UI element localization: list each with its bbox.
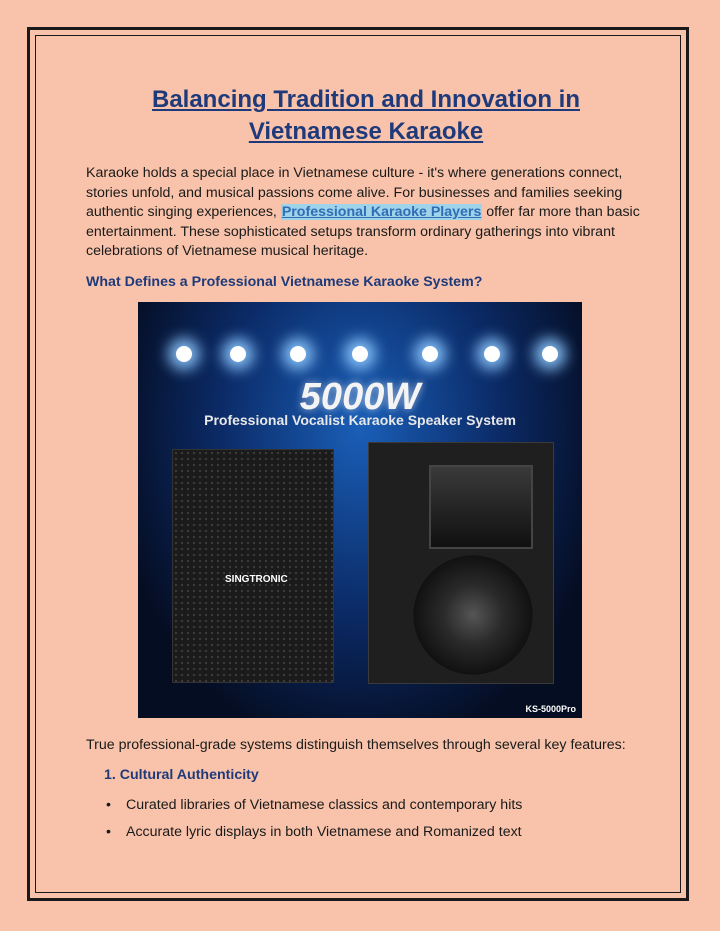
page-title: Balancing Tradition and Innovation in Vietnamese Karaoke — [151, 86, 580, 145]
stage-light — [542, 346, 558, 362]
stage-light — [352, 346, 368, 362]
image-subtitle: Professional Vocalist Karaoke Speaker System — [204, 411, 516, 428]
bullet-list — [86, 797, 646, 840]
professional-karaoke-players-link[interactable]: Professional Karaoke Players — [281, 204, 482, 220]
speaker-open-cabinet — [368, 442, 554, 684]
speaker-horn — [429, 465, 533, 549]
stage-light — [230, 346, 246, 362]
stage-light — [290, 346, 306, 362]
product-image — [138, 302, 582, 718]
stage-light — [422, 346, 438, 362]
speaker-front-grille — [172, 449, 334, 683]
image-headline: 5000W — [299, 375, 421, 418]
speaker-brand-label: SINGTRONIC — [225, 573, 288, 585]
intro-text-start: Karaoke holds a special place in Vietnamese culture - it's where generations connect, stories unfold, and musical passions come alive. For businesses and families seeking authentic singing experiences, — [86, 165, 623, 220]
speaker-woofer — [413, 555, 533, 675]
features-intro: True professional-grade systems distinguish themselves through several key features: — [86, 736, 626, 753]
stage-light — [484, 346, 500, 362]
model-label: KS-5000Pro — [525, 703, 576, 714]
intro-text-end: offer far more than basic entertainment. These sophisticated setups transform ordinary gatherings into vibrant celebrations of Vietnamese musical heritage. — [86, 204, 640, 259]
intro-paragraph — [86, 164, 646, 262]
numbered-item: 1. Cultural Authenticity — [104, 767, 259, 783]
document-body — [86, 84, 646, 851]
stage-light — [176, 346, 192, 362]
list-item: • Accurate lyric displays in both Vietnamese and Romanized text — [86, 824, 646, 840]
numbered-list — [86, 767, 646, 783]
list-item: • Curated libraries of Vietnamese classics and contemporary hits — [86, 797, 646, 813]
section-heading: What Defines a Professional Vietnamese Karaoke System? — [86, 273, 483, 290]
